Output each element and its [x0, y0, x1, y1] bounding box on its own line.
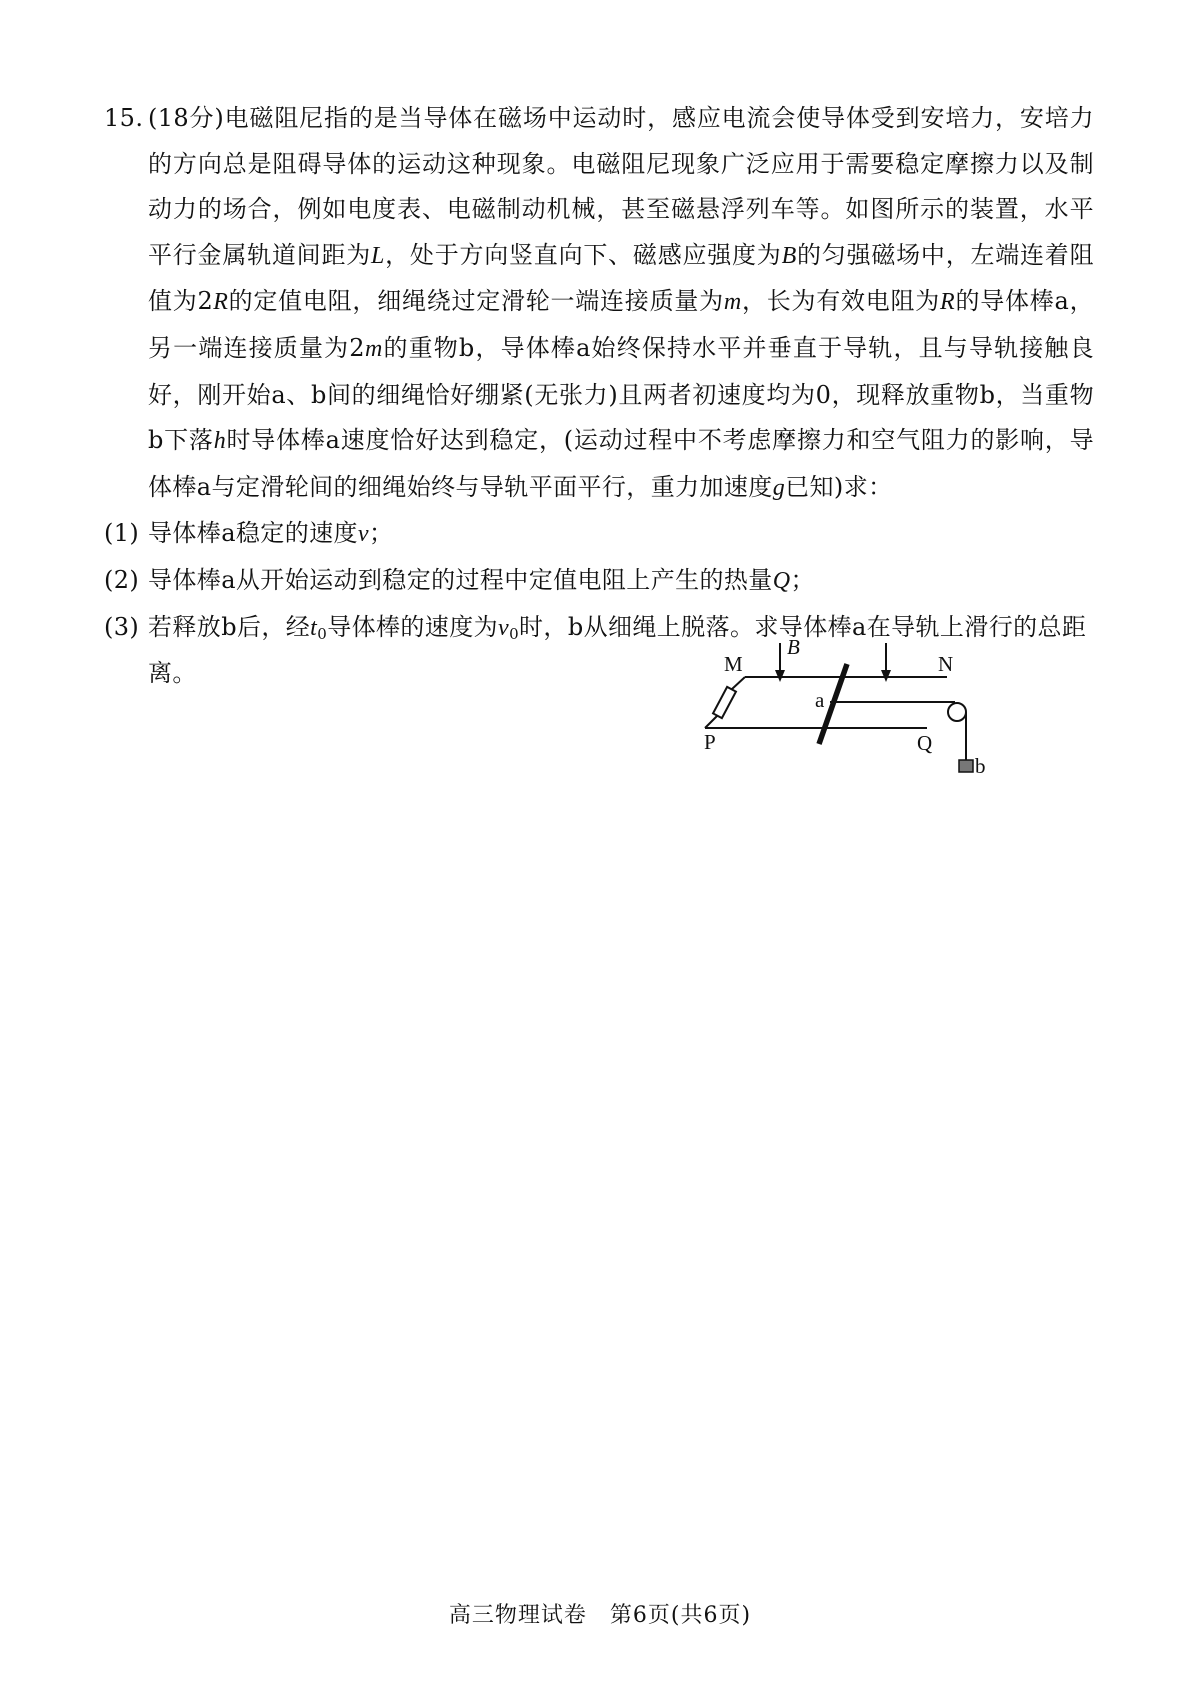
subscript: 0: [509, 624, 520, 643]
sub-question-text: 导体棒a从开始运动到稳定的过程中定值电阻上产生的热量: [148, 565, 773, 594]
stem-text: (18分)电磁阻尼指的是当导体在磁场中运动时，感应电流会使导体受到安培力，安培力的方向总是阻碍导体的运动这种现象。电磁阻尼现象广泛应用于需要稳定摩擦力以及制动力的场合，例如电度表、电磁制动机械，甚至磁悬浮列车等。如图所示的装置，水平平行金属轨道间距为: [148, 104, 1094, 269]
var-v: v: [498, 614, 510, 641]
stem-text: ，长为有效电阻为: [741, 287, 941, 316]
var-m: m: [723, 289, 742, 316]
problem-stem: [104, 96, 1094, 511]
sub-question-number: (2): [104, 565, 140, 594]
sub-question-text: 导体棒a稳定的速度: [148, 519, 358, 548]
left-wire: [705, 716, 717, 728]
sub-question-number: (3): [104, 612, 140, 641]
weight-b: [959, 760, 973, 772]
stem-text: 的匀强磁场中，左端连着阻值为2: [148, 240, 1094, 316]
stem-text: 的定值电阻，细绳绕过定滑轮一端连接质量为: [228, 287, 724, 316]
sub-question-text: 若释放b后，经: [148, 612, 311, 641]
var-t: t: [310, 614, 318, 641]
var-v: v: [357, 521, 369, 548]
stem-text: 的导体棒a，另一端连接质量为2: [148, 287, 1094, 362]
sub-question-2: [104, 558, 1094, 605]
var-g: g: [772, 474, 786, 501]
sub-question-text: 时，b从细绳上脱落。求导体棒a在导轨上滑行的总距离。: [148, 612, 1087, 688]
var-Q: Q: [772, 567, 791, 594]
pulley: [948, 703, 966, 721]
label-N: N: [938, 652, 954, 676]
label-b: b: [975, 754, 986, 778]
var-L: L: [371, 242, 385, 269]
problem-15: [104, 96, 1094, 697]
stem-text: ，处于方向竖直向下、磁感应强度为: [384, 240, 782, 269]
rail-diagram: [704, 635, 1085, 840]
punctuation: ；: [368, 519, 394, 548]
var-R: R: [213, 289, 229, 316]
subscript: 0: [317, 624, 328, 643]
stem-text: 时导体棒a速度恰好达到稳定，(运动过程中不考虑摩擦力和空气阻力的影响，导体棒a与定滑轮间的细绳始终与导轨平面平行，重力加速度: [148, 426, 1094, 501]
sub-question-number: (1): [104, 519, 140, 548]
label-a: a: [815, 688, 825, 712]
question-number: 15.: [104, 104, 144, 132]
label-P: P: [704, 730, 716, 754]
label-B: B: [787, 635, 800, 659]
label-M: M: [724, 652, 743, 676]
var-h: h: [213, 428, 227, 455]
punctuation: ；: [790, 565, 815, 594]
sub-question-1: [104, 511, 1094, 558]
var-R: R: [940, 289, 956, 316]
sub-question-text: 导体棒的速度为: [327, 612, 499, 641]
page-footer: 高三物理试卷 第6页(共6页): [448, 1603, 752, 1628]
var-m: m: [364, 335, 383, 362]
var-B: B: [781, 242, 797, 269]
label-Q: Q: [917, 731, 933, 755]
stem-text: 已知)求：: [785, 472, 893, 501]
stem-text: 的重物b，导体棒a始终保持水平并垂直于导轨，且与导轨接触良好，刚开始a、b间的细绳恰好绷紧(无张力)且两者初速度均为0，现释放重物b，当重物b下落: [148, 333, 1094, 455]
